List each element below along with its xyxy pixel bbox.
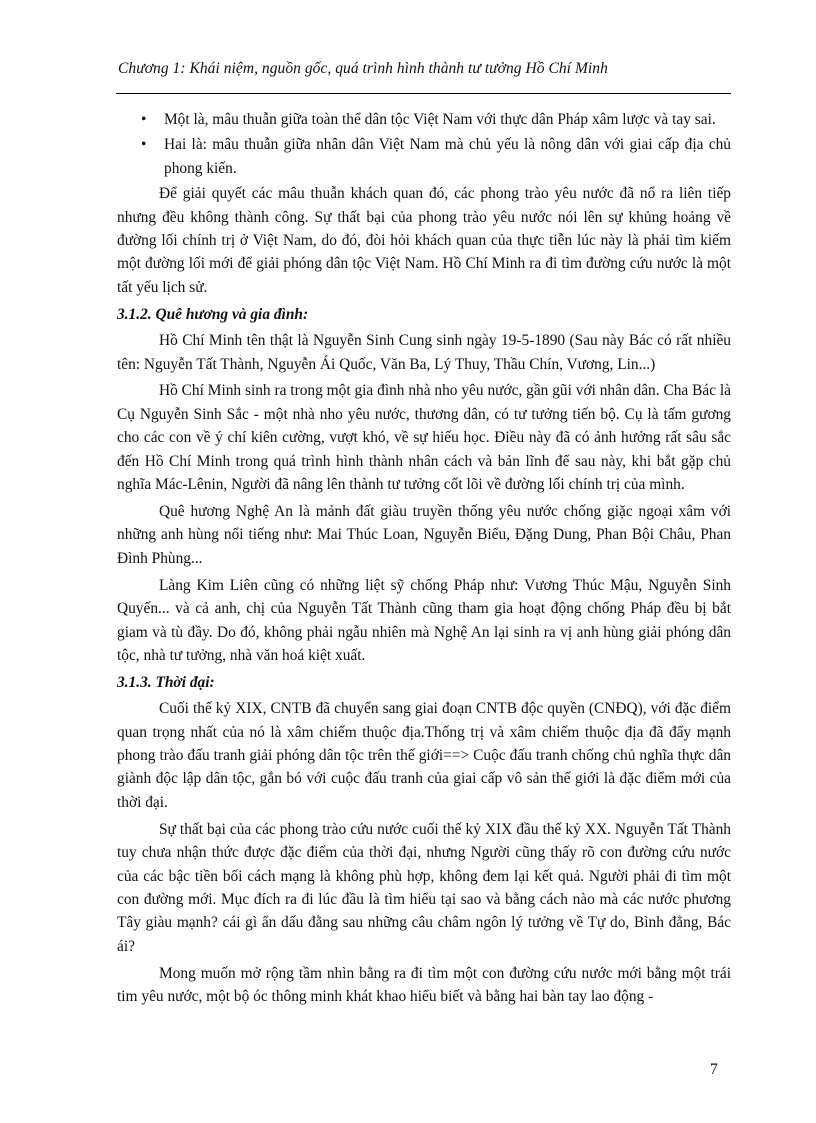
paragraph: Sự thất bại của các phong trào cứu nước cuối thế kỷ XIX đầu thế kỷ XX. Nguyễn Tất Thành tuy chưa nhận thức được đặc điểm của thời đại, nhưng Người cũng thấy rõ con đường cứu nước của các bậc tiền bối cách mạng là không phù hợp, không đem lại kết quả. Người phải đi tìm một con đường mới. Mục đích ra đi lúc đầu là tìm hiểu tại sao và bằng cách nào mà các nước phương Tây giàu mạnh? cái gì ẩn dấu đằng sau những câu châm ngôn lý tưởng về Tự do, Bình đẳng, Bác ái? — [117, 820, 731, 955]
header-divider — [116, 93, 731, 94]
chapter-header: Chương 1: Khái niệm, nguồn gốc, quá trình hình thành tư tưởng Hồ Chí Minh — [118, 60, 608, 77]
bullet-text: Một là, mâu thuẫn giữa toàn thể dân tộc Việt Nam với thực dân Pháp xâm lược và tay sai. — [164, 111, 716, 128]
paragraph: Quê hương Nghệ An là mảnh đất giàu truyền thống yêu nước chống giặc ngoại xâm với những anh hùng nổi tiếng như: Mai Thúc Loan, Nguyễn Biểu, Đặng Dung, Phan Bội Châu, Phan Đình Phùng... — [117, 503, 731, 567]
paragraph: Để giải quyết các mâu thuẫn khách quan đó, các phong trào yêu nước đã nổ ra liên tiếp nhưng đều không thành công. Sự thất bại của phong trào yêu nước nói lên sự khủng hoảng về đường lối chính trị ở Việt Nam, do đó, đòi hỏi khách quan của thực tiễn lúc này là phải tìm kiếm một đường lối mới để giải phóng dân tộc Việt Nam. Hồ Chí Minh ra đi tìm đường cứu nước là một tất yếu lịch sử. — [117, 185, 731, 296]
bullet-icon: • — [141, 111, 147, 128]
page-number: 7 — [710, 1061, 718, 1078]
page-body — [117, 108, 731, 1012]
paragraph: Làng Kim Liên cũng có những liệt sỹ chống Pháp như: Vương Thúc Mậu, Nguyễn Sinh Quyến... và cả anh, chị của Nguyễn Tất Thành cũng tham gia hoạt động chống Pháp đều bị bắt giam và tù đầy. Do đó, không phải ngẫu nhiên mà Nghệ An lại sinh ra vị anh hùng giải phóng dân tộc, nhà tư tưởng, nhà văn hoá kiệt xuất. — [117, 576, 731, 664]
paragraph: Hồ Chí Minh sinh ra trong một gia đình nhà nho yêu nước, gần gũi với nhân dân. Cha Bác là Cụ Nguyễn Sinh Sắc - một nhà nho yêu nước, thương dân, có tư tưởng tiến bộ. Cụ là tấm gương cho các con về ý chí kiên cường, vượt khó, về sự hiếu học. Điều này đã có ảnh hưởng rất sâu sắc đến Hồ Chí Minh trong quá trình hình thành nhân cách và bản lĩnh để sau này, khi bắt gặp chủ nghĩa Mác-Lênin, Người đã nâng lên thành tư tưởng cốt lõi về đường lối chính trị của mình. — [117, 382, 731, 494]
paragraph: Hồ Chí Minh tên thật là Nguyễn Sinh Cung sinh ngày 19-5-1890 (Sau này Bác có rất nhiều tên: Nguyễn Tất Thành, Nguyễn Ái Quốc, Văn Ba, Lý Thuy, Thầu Chín, Vương, Lin...) — [117, 332, 731, 373]
paragraph: Mong muốn mở rộng tầm nhìn bằng ra đi tìm một con đường cứu nước mới bằng một trái tim yêu nước, một bộ óc thông minh khát khao hiểu biết và bằng hai bàn tay lao động - — [117, 964, 731, 1006]
bullet-icon: • — [141, 136, 147, 154]
section-heading: 3.1.3. Thời đại: — [117, 673, 215, 691]
bullet-item — [117, 133, 731, 180]
section-heading: 3.1.2. Quê hương và gia đình: — [117, 305, 309, 323]
bullet-item — [117, 108, 731, 131]
paragraph: Cuối thế kỷ XIX, CNTB đã chuyển sang giai đoạn CNTB độc quyền (CNĐQ), với đặc điểm quan trọng nhất của nó là xâm chiếm thuộc địa.Thống trị và xâm chiếm thuộc địa đã đẩy mạnh phong trào đấu tranh giải phóng dân tộc trên thế giới==> Cuộc đấu tranh chống chủ nghĩa thực dân giành độc lập dân tộc, gắn bó với cuộc đấu tranh của giai cấp vô sản thế giới là đặc điểm mới của thời đại. — [117, 700, 731, 811]
bullet-text: Hai là: mâu thuẫn giữa nhân dân Việt Nam mà chủ yếu là nông dân với giai cấp địa chủ phong kiến. — [164, 136, 731, 177]
